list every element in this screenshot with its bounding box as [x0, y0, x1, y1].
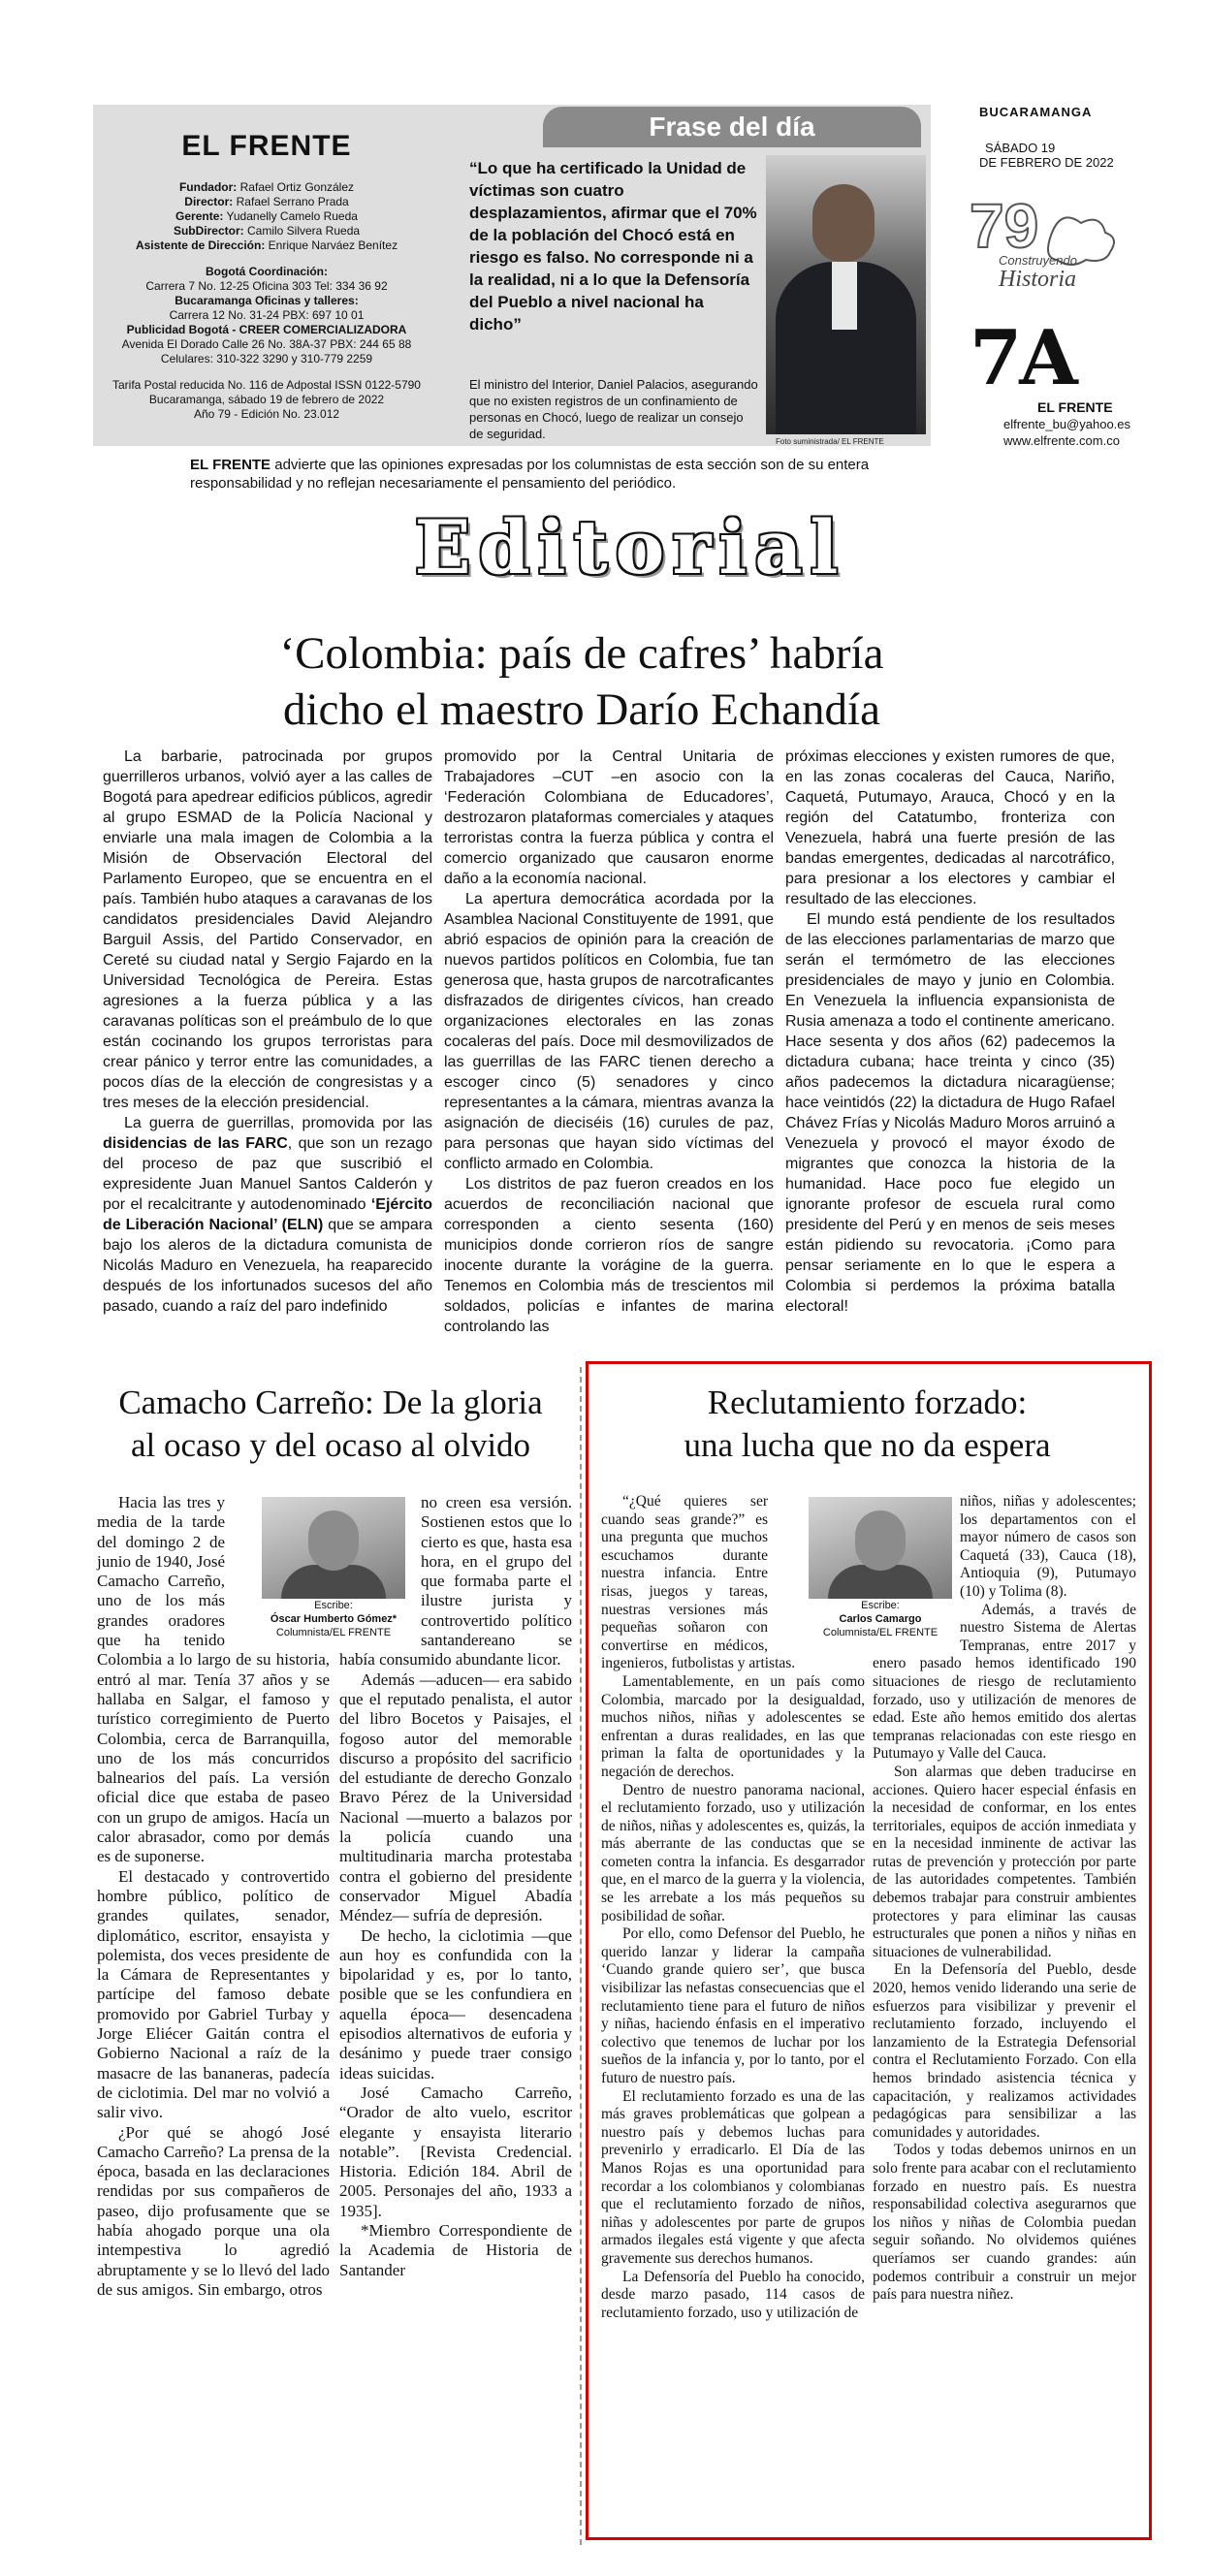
frase-del-dia-label: Frase del día — [543, 107, 921, 147]
author-role: Columnista/EL FRENTE — [822, 1627, 939, 1638]
logo-tagline-2: Historia — [999, 267, 1077, 292]
paragraph: El reclutamiento forzado es una de las más graves problemáticas que golpean a nuestro país y debemos luchas para prevenirlo y erradicarlo. El Día de las Manos Rojas es una oportunidad para recordar a los colombianos y colombianas que el reclutamiento forzado de niños, niñas y adolescentes por parte de grupos armados ilegales está vigente y que afecta gravemente sus derechos humanos. — [601, 2087, 865, 2267]
left-title-line-2: al ocaso y del ocaso al olvido — [130, 1426, 531, 1464]
anniversary-logo — [960, 189, 1125, 296]
paragraph: En la Defensoría del Pueblo, desde 2020, hemos venido liderando una serie de esfuerzos para visibilizar y prevenir el reclutamiento forzado, incluyendo el lanzamiento de la Estrategia Defensorial contra el Reclutamiento Forzado. Con ella hemos brindado asistencia técnica y capacitación, y realizamos actividades pedagógicas para sensibilizar a las comunidades y autoridades. — [873, 1961, 1136, 2141]
publicidad-title: Publicidad Bogotá - CREER COMERCIALIZADORA — [126, 323, 407, 336]
staff-name: Enrique Narváez Benítez — [268, 239, 398, 252]
paragraph: Dentro de nuestro panorama nacional, el reclutamiento forzado, uso y utilización de niños, niñas y adolescentes es, quizás, la más aberrante de las conductas que se cometen contra la infancia. Es desgarrador que, en el marco de la guerra y la violencia, se les arrebate a los más pequeños su posibilidad de soñar. — [601, 1781, 865, 1924]
author-name: Óscar Humberto Gómez* — [270, 1613, 398, 1625]
right-title-line-2: una lucha que no da espera — [684, 1426, 1051, 1464]
photo-head — [812, 184, 875, 262]
staff-name: Rafael Ortiz González — [239, 180, 355, 194]
paragraph: De hecho, la ciclotimia —que aun hoy es confundida con la bipolaridad y es, por lo tanto, posible que se les confundiera en aquella época— desencadena episodios alternativos de euforia y desánimo y puede traer consigo ideas suicidas. — [339, 1925, 572, 2083]
website[interactable]: www.elfrente.com.co — [1003, 433, 1120, 448]
paragraph: Los distritos de paz fueron creados en los acuerdos de reconciliación nacional que corresponden a ciento sesenta (160) municipios donde corrieron ríos de sangre inocente durante la vorágine de la guerra. Tenemos en Colombia más de trescientos mil soldados, policías e infantes de marina controlando las — [444, 1176, 774, 1335]
paragraph: José Camacho Carreño, “Orador de alto vuelo, escritor elegante y ensayista literario notable”. [Revista Credencial. Historia. Edición 184. Abril de 2005. Personajes del año, 1933 a 1935]. — [339, 2083, 572, 2220]
staff-row — [107, 195, 427, 209]
editorial-title — [145, 625, 1018, 738]
left-article-col-2 — [339, 1493, 572, 2280]
section-title: Editorial — [414, 504, 846, 590]
logo-number: 79 — [970, 191, 1039, 261]
bucaramanga-title: Bucaramanga Oficinas y talleres: — [175, 294, 359, 307]
author-float-space — [225, 1493, 330, 1643]
author-float-space — [768, 1493, 865, 1643]
staff-row — [107, 209, 427, 224]
disclaimer — [190, 456, 898, 493]
paragraph: no creen esa versión. Sostienen estos que lo cierto es que, hasta esa hora, en el grupo del que formaba parte el ilustre jurista y controvertido político santandereano se había consumido abundante licor. — [339, 1493, 572, 1670]
paragraph: El destacado y controvertido hombre público, político de grandes quilates, senador, diplomático, escritor, ensayista y polemista, dos veces presidente de la Cámara de Representantes y partícipe del famoso debate promovido por Gabriel Turbay y Jorge Eliécer Gaitán contra el Gobierno Nacional a raíz de la masacre de las bananeras, padecía de ciclotimia. Del mar no volvió a salir vivo. — [97, 1866, 330, 2122]
paragraph: promovido por la Central Unitaria de Trabajadores –CUT –en asocio con la ‘Federación Colombiana de Educadores’, destrozaron plataformas comerciales y ataques terroristas contra la fuerza pública y contra el comercio organizado que causaron enorme daño a la economía nacional. — [444, 748, 774, 887]
date-line-2: DE FEBRERO DE 2022 — [979, 155, 1114, 170]
left-article-title — [93, 1382, 568, 1467]
staff-row — [107, 239, 427, 253]
author-role: Columnista/EL FRENTE — [275, 1627, 392, 1638]
editorial-title-line-1: ‘Colombia: país de cafres’ habría — [279, 628, 884, 679]
paragraph: próximas elecciones y existen rumores de que, en las zonas cocaleras del Cauca, Nariño, Caquetá, Putumayo, Arauca, Chocó y en la región del Catatumbo, fronteriza con Venezuela, habrá una fuerte presión de las bandas emergentes, dedicadas al narcotráfico, para presionar a los electores y cambiar el resultado de las elecciones. — [785, 748, 1115, 907]
staff-role: Asistente de Dirección: — [135, 239, 266, 252]
disclaimer-brand: EL FRENTE — [190, 457, 271, 473]
tarifa-postal: Tarifa Postal reducida No. 116 de Adpostal ISSN 0122-5790 — [112, 378, 421, 392]
staff-row — [107, 224, 427, 239]
left-article-col-1 — [97, 1493, 330, 2300]
staff-role: Fundador: — [178, 180, 238, 194]
paragraph: La guerra de guerrillas, promovida por las disidencias de las FARC, que son un rezago del proceso de paz que suscribió el expresidente Juan Manuel Santos Calderón y por el recalcitrante y autodenominado ‘Ejército de Liberación Nacional’ (ELN) que se ampara bajo los aleros de la dictadura comunista de Nicolás Maduro en Venezuela, ha reaparecido después de los infortunados sucesos del año pasado, cuando a raíz del paro indefinido — [103, 1115, 433, 1315]
date-line-1: SÁBADO 19 — [985, 141, 1056, 155]
editorial-col-2 — [444, 747, 774, 1337]
masthead-credits — [107, 116, 427, 436]
editorial-title-line-2: dicho el maestro Darío Echandía — [283, 684, 880, 735]
staff-name: Yudanelly Camelo Rueda — [226, 209, 358, 223]
author-escribe: Escribe: — [314, 1600, 353, 1611]
publicidad-address: Avenida El Dorado Calle 26 No. 38A-37 PBX: 244 65 88 — [121, 337, 412, 351]
page-number: 7A — [970, 314, 1075, 402]
paragraph: ¿Por qué se ahogó José Camacho Carreño? La prensa de la época, basada en las declaraciones rendidas por sus compañeros de paseo, dijo profusamente que se había ahogado porque una ola intempestiva lo agredió abruptamente y se lo llevó del lado de sus amigos. Sin embargo, otros — [97, 2122, 330, 2299]
paragraph: La apertura democrática acordada por la Asamblea Nacional Constituyente de 1991, que abrió espacios de opinión para la creación de nuevos partidos políticos en Colombia, fue tan generosa que, hasta grupos de narcotraficantes disfrazados de dirigentes cívicos, han creado organizaciones electorales en las zonas cocaleras del país. Doce mil desmovilizados de las guerrillas de las FARC tienen derecho a escoger cinco (5) senadores y cinco representantes a la cámara, mientras avanza la asignación de dieciséis (16) curules de paz, para personas que hayan sido víctimas del conflicto armado en Colombia. — [444, 891, 774, 1172]
minister-photo — [766, 155, 926, 434]
edition-date: Bucaramanga, sábado 19 de febrero de 2022 — [148, 393, 385, 406]
author-float-space — [873, 1493, 960, 1643]
email[interactable]: elfrente_bu@yahoo.es — [1003, 417, 1131, 431]
bucaramanga-address: Carrera 12 No. 31-24 PBX: 697 10 01 — [169, 308, 365, 322]
author-float-space — [339, 1493, 421, 1643]
bogota-title: Bogotá Coordinación: — [206, 265, 328, 278]
paragraph: La Defensoría del Pueblo ha conocido, desde marzo pasado, 114 casos de reclutamiento forzado, uso y utilización de — [601, 2268, 865, 2321]
paragraph: Hacia las tres y media de la tarde del domingo 2 de junio de 1940, José Camacho Carreño, uno de los más grandes oradores que ha tenido Colombia a lo largo de su historia, entró al mar. Tenía 37 años y se hallaba en Salgar, el famoso y turístico corregimiento de Puerto Colombia, cerca de Barranquilla, uno de los más concurridos balnearios del país. La versión oficial dice que estaba de paseo con un grupo de amigos. Hacía un calor abrasador, como por demás es de suponerse. — [97, 1493, 330, 1866]
disclaimer-text: advierte que las opiniones expresadas por los columnistas de esta sección son de su entera responsabilidad y no reflejan necesariamente el pensamiento del periódico. — [190, 457, 870, 492]
logo-tagline-1: Construyendo — [999, 253, 1077, 268]
photo-credit: Foto suministrada/ EL FRENTE — [776, 437, 884, 446]
paragraph: Por ello, como Defensor del Pueblo, he querido lanzar y liderar la campaña ‘Cuando grande quiero ser’, que busca visibilizar las nefastas consecuencias que el reclutamiento tiene para el futuro de niños y niñas, haciendo énfasis en el imperativo colectivo que tenemos de luchar por los sueños de la infancia y, por lo tanto, por el futuro de nuestro país. — [601, 1925, 865, 2086]
author-name: Carlos Camargo — [839, 1613, 922, 1625]
column-separator — [580, 1367, 582, 2545]
editorial-col-1 — [103, 747, 432, 1317]
author-escribe: Escribe: — [861, 1600, 900, 1611]
right-article-col-2 — [873, 1493, 1136, 2305]
postal-block — [107, 378, 427, 422]
left-title-line-1: Camacho Carreño: De la gloria — [118, 1383, 543, 1421]
masthead-brand: EL FRENTE — [181, 130, 352, 162]
paragraph: Además, a través de nuestro Sistema de Alertas Tempranas, entre 2017 y enero pasado hemos identificado 190 situaciones de riesgo de reclutamiento forzado, uso y utilización de menores de edad. Este año hemos emitido dos alertas tempranas relacionadas con este riesgo en Putumayo y Valle del Cauca. — [873, 1601, 1136, 1763]
paragraph: “¿Qué quieres ser cuando seas grande?” es una pregunta que muchos escuchamos durante nuestra infancia. Entre risas, juegos y tareas, nuestras versiones más pequeñas soñaron con convertirse en médicos, ingenieros, futbolistas y artistas. — [601, 1493, 796, 1672]
contact-block — [107, 265, 427, 366]
edition-number: Año 79 - Edición No. 23.012 — [193, 407, 340, 421]
paragraph: *Miembro Correspondiente de la Academia de Historia de Santander — [339, 2220, 572, 2279]
paragraph: Además —aducen— era sabido que el reputado penalista, el autor del libro Bocetos y Paisajes, el fogoso autor del memorable discurso a propósito del sacrificio del estudiante de derecho Gonzalo Bravo Pérez de la Universidad Nacional —muerto a balazos por la policía cuando una multitudinaria marcha protestaba contra el gobierno del presidente conservador Miguel Abadía Méndez— sufría de depresión. — [339, 1670, 572, 1925]
brand-small: EL FRENTE — [1037, 399, 1113, 415]
staff-role: SubDirector: — [173, 224, 244, 238]
staff-row — [107, 180, 427, 195]
staff-role: Gerente: — [175, 209, 224, 223]
right-article-col-1 — [601, 1493, 865, 2322]
paragraph: niños, niñas y adolescentes; los departamentos con el mayor número de casos son Caquetá (33), Cauca (18), Antioquia (9), Putumayo (10) y Tolima (8). — [960, 1493, 1136, 1600]
photo-shirt — [832, 262, 857, 330]
staff-role: Director: — [184, 195, 234, 208]
frase-attribution: El ministro del Interior, Daniel Palacios, asegurando que no existen registros de un confinamiento de personas en Chocó, luego de realizar un consejo de seguridad. — [469, 377, 758, 441]
staff-name: Rafael Serrano Prada — [236, 195, 349, 208]
city: BUCARAMANGA — [979, 105, 1093, 119]
celulares: Celulares: 310-322 3290 y 310-779 2259 — [160, 352, 373, 366]
editorial-col-3 — [785, 747, 1115, 1317]
right-title-line-1: Reclutamiento forzado: — [707, 1383, 1028, 1421]
paragraph: Lamentablemente, en un país como Colombia, marcado por la desigualdad, muchos niños, niñas y adolescentes se enfrentan a duras realidades, en las que priman la falta de oportunidades y la negación de derechos. — [601, 1672, 865, 1780]
frase-quote: “Lo que ha certificado la Unidad de víctimas son cuatro desplazamientos, afirmar que el 70% de la población del Chocó está en riesgo es falso. No corresponde ni a la realidad, ni a lo que la Defensoría del Pueblo a nivel nacional ha dicho” — [469, 159, 757, 334]
paragraph: La barbarie, patrocinada por grupos guerrilleros urbanos, volvió ayer a las calles de Bogotá para apedrear edificios públicos, agredir al grupo ESMAD de la Policía Nacional y enviarle una mala imagen de Colombia a la Misión de Observación Electoral del Parlamento Europeo, que se encuentra en el país. También hubo ataques a caravanas de los candidatos presidenciales David Alejandro Barguil Assis, del Partido Conservador, en Cereté su ciudad natal y Sergio Fajardo en la Universidad Tecnológica de Pereira. Estas agresiones a la fuerza pública y a las caravanas políticas son el preámbulo de lo que están cocinando los grupos terroristas para crear pánico y terror entre las comunidades, a pocos días de la elección de congresistas y a tres meses de la elección presidencial. — [103, 748, 432, 1111]
paragraph: Todos y todas debemos unirnos en un solo frente para acabar con el reclutamiento forzado en nuestro país. Es nuestra responsabilidad colectiva asegurarnos que los niños y niñas de Colombia puedan seguir soñando. No olvidemos quiénes queríamos ser cuando grandes: aún podemos contribuir a construir un mejor país para nuestra niñez. — [873, 2142, 1136, 2304]
paragraph: El mundo está pendiente de los resultados de las elecciones parlamentarias de marzo que serán el termómetro de las elecciones presidenciales de mayo y junio en Colombia. En Venezuela la influencia expansionista de Rusia amenaza a todo el continente americano. Hace sesenta y dos años (62) padecemos la dictadura cubana; hace treinta y cinco (35) años padecemos la dictadura nicaragüense; hace veintidós (22) la dictadura de Hugo Rafael Chávez Frías y Nicolás Maduro Moros arruinó a Venezuela y provocó el mayor éxodo de migrantes que conozca la historia de la humanidad. Hace poco fue elegido un ignorante profesor de escuela rural como presidente del Perú y en menos de seis meses están pidiendo su revocatoria. ¡Como para pensar seriamente en lo que le espera a Colombia si perdemos la próxima batalla electoral! — [785, 911, 1115, 1315]
paragraph: Son alarmas que deben traducirse en acciones. Quiero hacer especial énfasis en la necesidad de conformar, en los entes territoriales, equipos de acción inmediata y en la necesidad inminente de activar las rutas de prevención y protección por parte de las autoridades competentes. También debemos trabajar para construir ambientes protectores y para eliminar las causas estructurales que ponen a niños y niñas en situaciones de vulnerabilidad. — [873, 1763, 1136, 1960]
staff-name: Camilo Silvera Rueda — [246, 224, 361, 238]
bogota-address: Carrera 7 No. 12-25 Oficina 303 Tel: 334 36 92 — [145, 279, 388, 293]
right-article-title — [593, 1382, 1141, 1467]
